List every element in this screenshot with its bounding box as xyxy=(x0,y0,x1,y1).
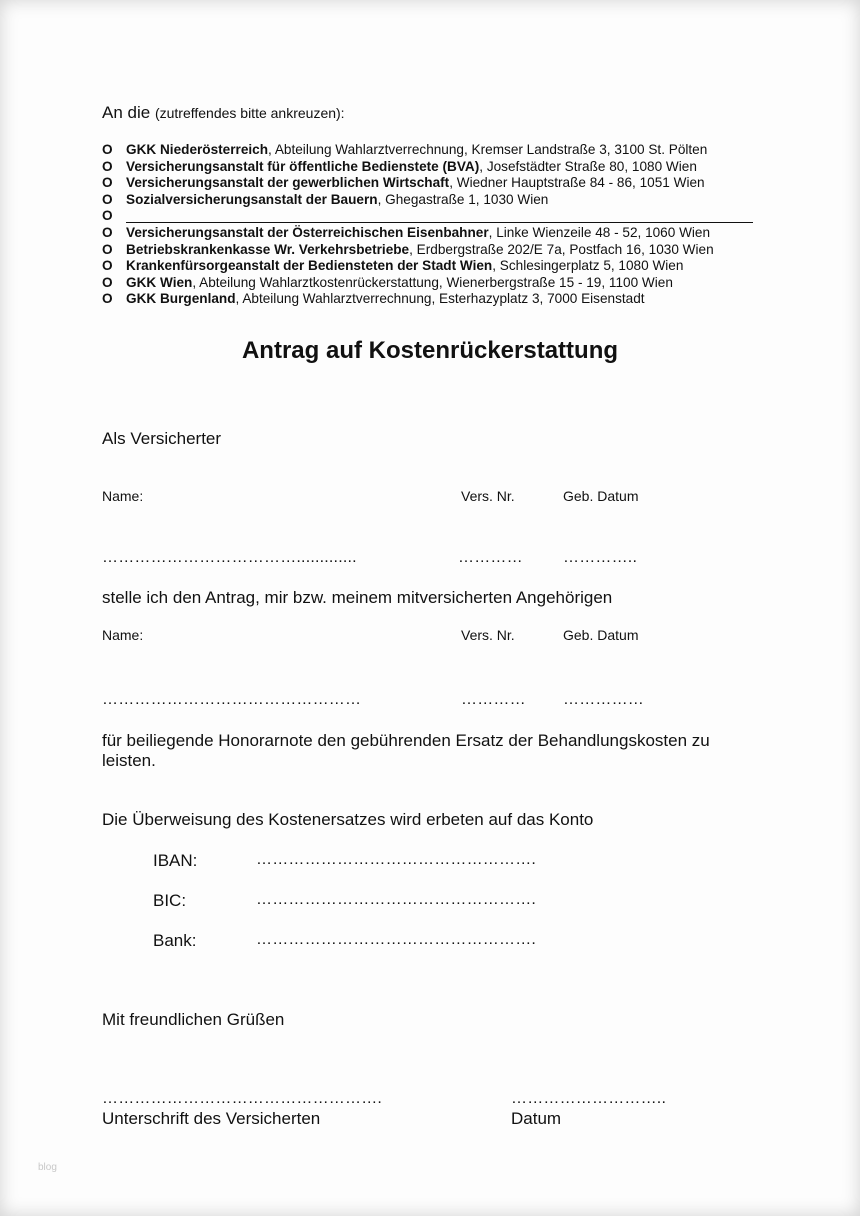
recipient-name: Versicherungsanstalt für öffentliche Bedienstete (BVA) xyxy=(126,158,480,174)
recipient-option[interactable] xyxy=(102,258,762,275)
recipient-name: GKK Wien xyxy=(126,274,193,290)
bic-field[interactable]: ……………………………………………. xyxy=(256,891,537,908)
recipient-option[interactable] xyxy=(102,225,762,242)
recipient-option[interactable] xyxy=(102,159,762,176)
insured-name-label: Name: xyxy=(102,488,144,504)
recipient-option[interactable] xyxy=(102,175,762,192)
insured-geb-label: Geb. Datum xyxy=(563,488,639,504)
iban-field[interactable]: ……………………………………………. xyxy=(256,851,537,868)
recipient-address: , Abteilung Wahlarztverrechnung, Kremser Landstraße 3, 3100 St. Pölten xyxy=(268,142,708,157)
dependent-vers-field[interactable]: ………… xyxy=(461,691,526,708)
recipient-name: Versicherungsanstalt der Österreichischen Eisenbahner xyxy=(126,224,489,240)
checkbox-mark[interactable]: O xyxy=(102,291,113,307)
dependent-vers-label: Vers. Nr. xyxy=(461,627,515,643)
checkbox-mark[interactable]: O xyxy=(102,274,113,290)
dependent-geb-field[interactable]: …………… xyxy=(563,691,644,708)
blank-recipient-line[interactable] xyxy=(126,208,753,223)
recipient-address: , Linke Wienzeile 48 - 52, 1060 Wien xyxy=(488,224,711,240)
recipient-address: , Abteilung Wahlarztkostenrückerstattung, Wienerbergstraße 15 - 19, 1100 Wien xyxy=(192,274,673,290)
bank-label: Bank: xyxy=(153,931,197,950)
addressee-prefix: An die xyxy=(102,103,155,122)
checkbox-mark[interactable]: O xyxy=(102,241,113,257)
recipient-option[interactable] xyxy=(102,192,762,209)
recipient-option-blank[interactable] xyxy=(102,208,762,225)
dependent-name-label: Name: xyxy=(102,627,144,643)
recipient-address: , Schlesingerplatz 5, 1080 Wien xyxy=(492,258,684,274)
checkbox-mark[interactable]: O xyxy=(102,258,113,274)
iban-label: IBAN: xyxy=(153,851,198,870)
closing-greeting: Mit freundlichen Grüßen xyxy=(102,1010,285,1029)
signature-label: Unterschrift des Versicherten xyxy=(102,1109,321,1128)
recipient-address: , Josefstädter Straße 80, 1080 Wien xyxy=(479,158,697,174)
recipient-name: Krankenfürsorgeanstalt der Bediensteten der Stadt Wien xyxy=(126,258,493,274)
checkbox-mark[interactable]: O xyxy=(102,191,113,207)
recipient-option[interactable] xyxy=(102,275,762,292)
checkbox-mark[interactable]: O xyxy=(102,158,113,174)
date-label: Datum xyxy=(511,1109,562,1128)
recipient-name: GKK Burgenland xyxy=(126,291,236,307)
request-line: stelle ich den Antrag, mir bzw. meinem mitversicherten Angehörigen xyxy=(102,588,613,607)
recipient-address: , Wiedner Hauptstraße 84 - 86, 1051 Wien xyxy=(449,175,705,191)
insured-geb-field[interactable]: ………….. xyxy=(563,549,638,566)
recipient-address: , Erdbergstraße 202/E 7a, Postfach 16, 1030 Wien xyxy=(409,241,714,257)
reimbursement-line-2: leisten. xyxy=(102,751,156,770)
signature-field[interactable]: ……………………………………………. xyxy=(102,1090,383,1107)
checkbox-mark[interactable]: O xyxy=(102,224,113,240)
recipient-option[interactable] xyxy=(102,291,762,308)
recipient-address: , Ghegastraße 1, 1030 Wien xyxy=(377,191,549,207)
dependent-geb-label: Geb. Datum xyxy=(563,627,639,643)
recipient-list xyxy=(102,142,762,308)
insured-vers-label: Vers. Nr. xyxy=(461,488,515,504)
recipient-name: Versicherungsanstalt der gewerblichen Wirtschaft xyxy=(126,175,450,191)
checkbox-mark[interactable]: O xyxy=(102,142,113,157)
insured-name-field[interactable]: ………………………………............. xyxy=(102,549,357,566)
checkbox-mark[interactable]: O xyxy=(102,175,113,191)
addressee-note: (zutreffendes bitte ankreuzen): xyxy=(154,105,345,121)
recipient-name: GKK Niederösterreich xyxy=(126,142,269,157)
insured-vers-field[interactable]: ………… xyxy=(458,549,523,566)
checkbox-mark[interactable]: O xyxy=(102,208,113,224)
watermark-text: blog xyxy=(38,1162,57,1173)
recipient-option[interactable] xyxy=(102,142,762,159)
bic-label: BIC: xyxy=(153,891,187,910)
recipient-name: Sozialversicherungsanstalt der Bauern xyxy=(126,191,378,207)
dependent-name-field[interactable]: ………………………………………… xyxy=(102,691,362,708)
insured-heading: Als Versicherter xyxy=(102,429,222,448)
recipient-name: Betriebskrankenkasse Wr. Verkehrsbetriebe xyxy=(126,241,410,257)
recipient-option[interactable] xyxy=(102,242,762,259)
addressee-line xyxy=(102,103,345,123)
page-title: Antrag auf Kostenrückerstattung xyxy=(241,337,619,364)
date-field[interactable]: ……………………….. xyxy=(511,1090,667,1107)
recipient-address: , Abteilung Wahlarztverrechnung, Esterhazyplatz 3, 7000 Eisenstadt xyxy=(235,291,645,307)
transfer-line: Die Überweisung des Kostenersatzes wird erbeten auf das Konto xyxy=(102,810,594,829)
bank-field[interactable]: ……………………………………………. xyxy=(256,931,537,948)
reimbursement-line-1: für beiliegende Honorarnote den gebührenden Ersatz der Behandlungskosten zu xyxy=(102,731,710,750)
